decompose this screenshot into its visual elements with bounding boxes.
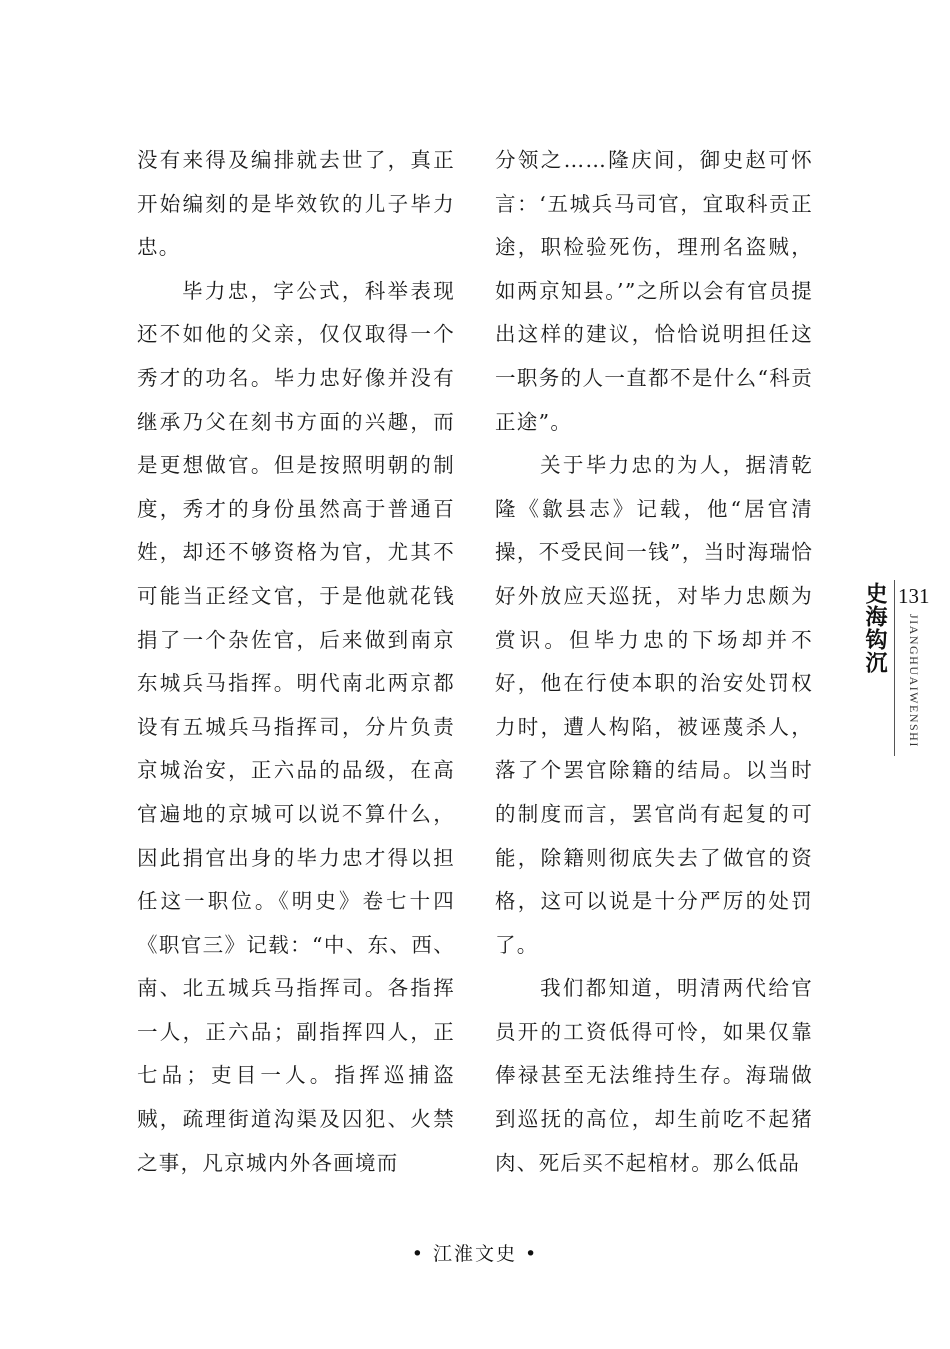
paragraph: 没有来得及编排就去世了，真正开始编刻的是毕效钦的儿子毕力忠。: [137, 148, 455, 260]
journal-footer: • 江淮文史 •: [411, 1243, 539, 1265]
paragraph: 分领之……隆庆间，御史赵可怀言：‘五城兵马司官，宜取科贡正途，职检验死伤，理刑名盗贼，如两京知县。’”之所以会有官员提出这样的建议，恰恰说明担任这一职务的人一直都不是什么“科贡正途”。: [495, 148, 813, 434]
side-divider: [894, 580, 895, 756]
section-title: 史海钩沉: [862, 582, 887, 674]
paragraph: 我们都知道，明清两代给官员开的工资低得可怜，如果仅靠俸禄甚至无法维持生存。海瑞做到巡抚的高位，却生前吃不起猪肉、死后买不起棺材。那么低品: [495, 976, 813, 1175]
left-text-column: [137, 139, 455, 1185]
page-number: 131: [898, 584, 930, 608]
section-subtitle: JIANGHUAIWENSHI: [907, 614, 921, 748]
paragraph: 毕力忠，字公式，科举表现还不如他的父亲，仅仅取得一个秀才的功名。毕力忠好像并没有继承乃父在刻书方面的兴趣，而是更想做官。但是按照明朝的制度，秀才的身份虽然高于普通百姓，却还不够资格为官，尤其不可能当正经文官，于是他就花钱捐了一个杂佐官，后来做到南京东城兵马指挥。明代南北两京都设有五城兵马指挥司，分片负责京城治安，正六品的品级，在高官遍地的京城可以说不算什么，因此捐官出身的毕力忠才得以担任这一职位。《明史》卷七十四《职官三》记载：“中、东、西、南、北五城兵马指挥司。各指挥一人，正六品；副指挥四人，正七品；吏目一人。指挥巡捕盗贼，疏理街道沟渠及囚犯、火禁之事，凡京城内外各画境而: [137, 278, 455, 1175]
paragraph: 关于毕力忠的为人，据清乾隆《歙县志》记载，他“居官清操，不受民间一钱”，当时海瑞恰好外放应天巡抚，对毕力忠颇为赏识。但毕力忠的下场却并不好，他在行使本职的治安处罚权力时，遭人构陷，被诬蔑杀人，落了个罢官除籍的结局。以当时的制度而言，罢官尚有起复的可能，除籍则彻底失去了做官的资格，这可以说是十分严厉的处罚了。: [495, 453, 813, 957]
section-side-tab: [862, 580, 930, 760]
right-text-column: [495, 139, 813, 1185]
